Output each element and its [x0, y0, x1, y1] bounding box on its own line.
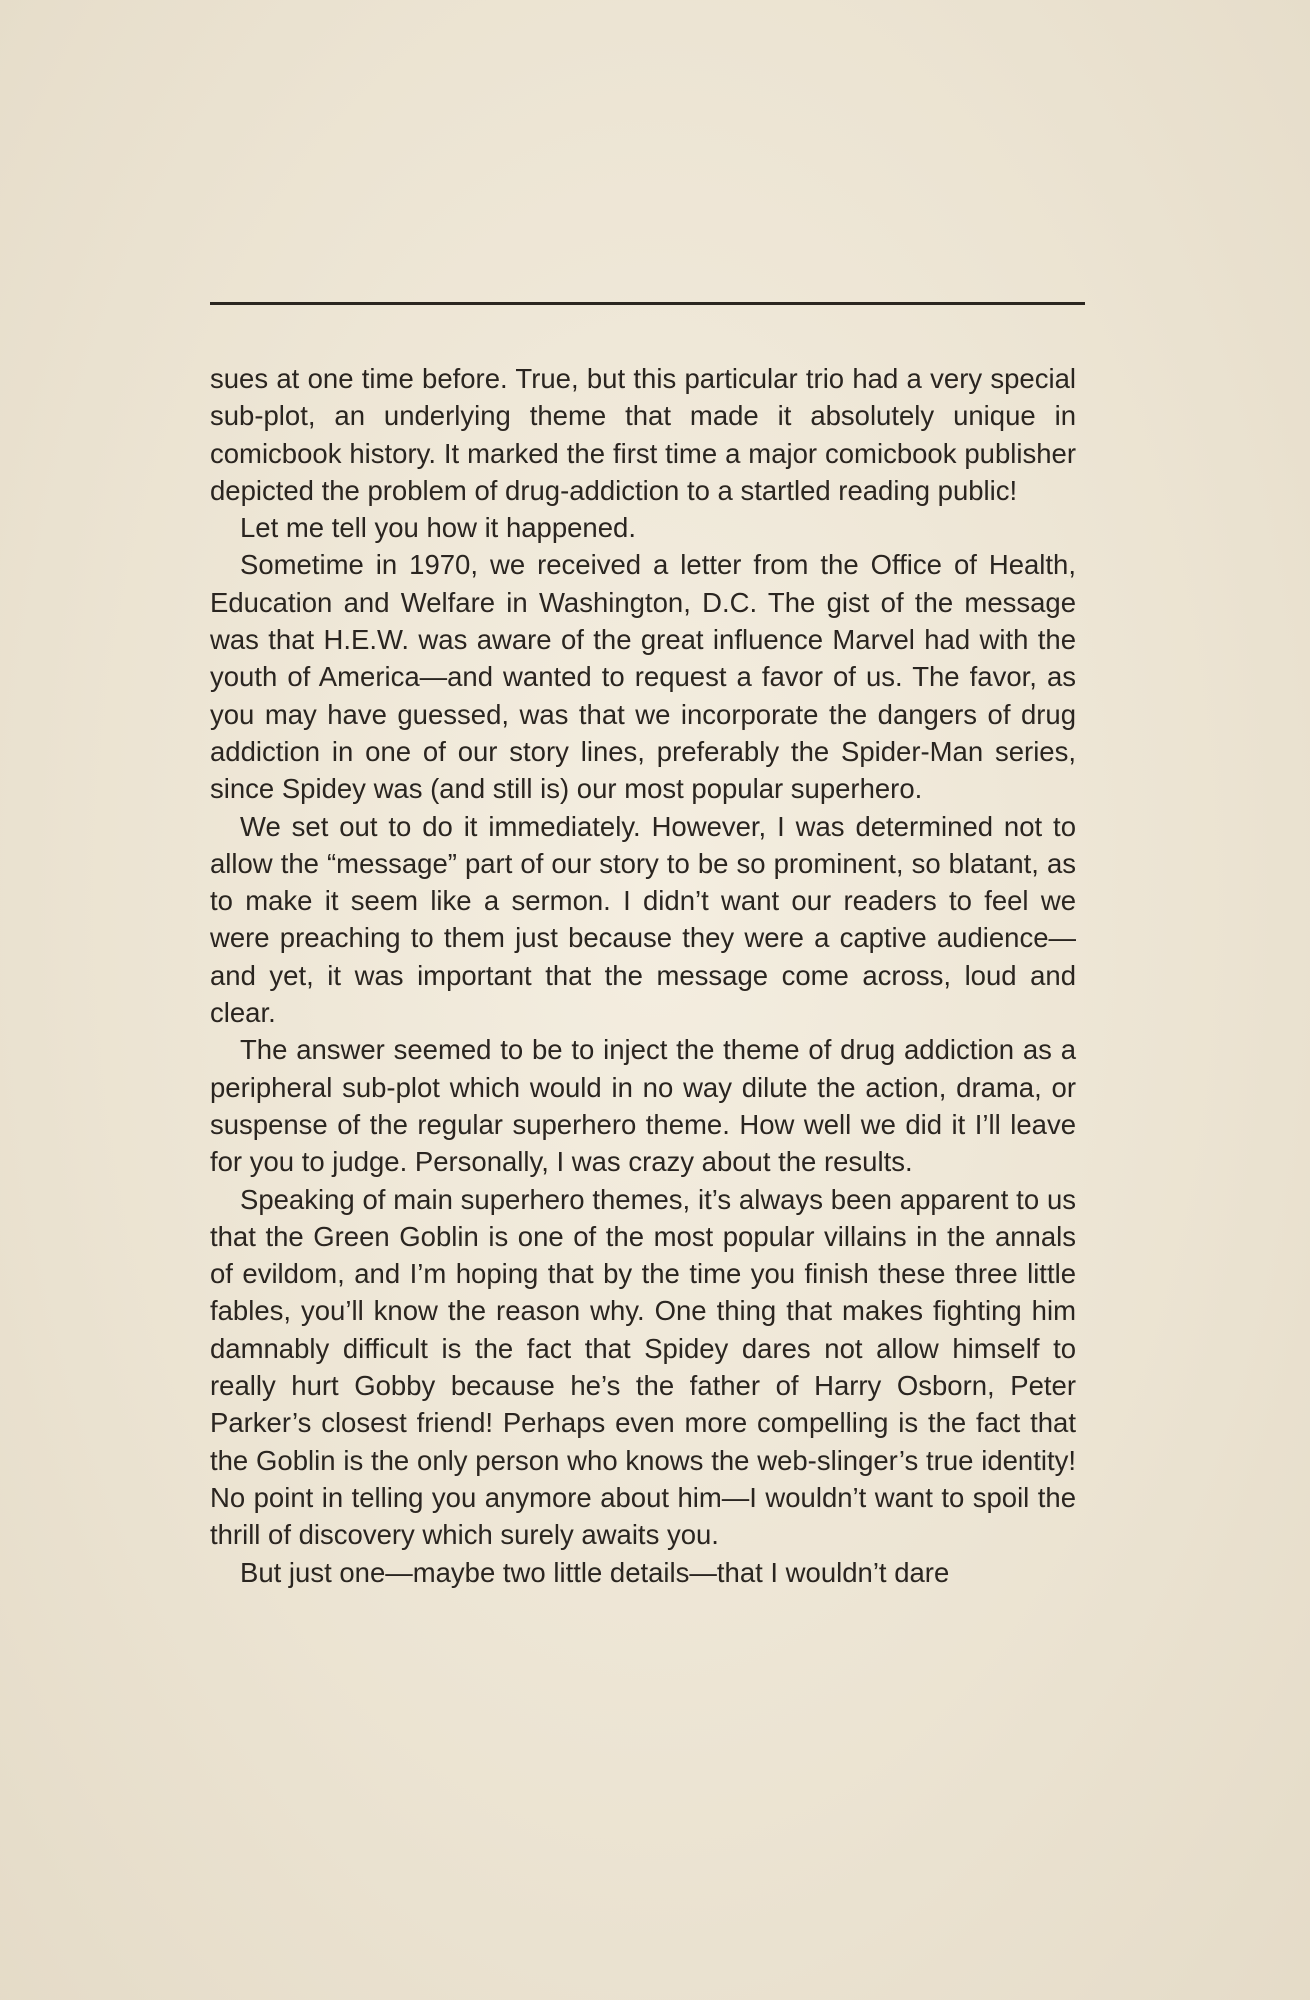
paragraph: Sometime in 1970, we received a letter from the Office of Health, Education and Welfare in Washington, D.C. The gist of the message was that H.E.W. was aware of the great influence Marvel had with the youth of America—and wanted to request a favor of us. The favor, as you may have guessed, was that we incorporate the dangers of drug addiction in one of our story lines, preferably the Spider-Man series, since Spidey was (and still is) our most popular superhero. [210, 549, 1076, 805]
body-text [210, 360, 1076, 1591]
paragraph: sues at one time before. True, but this particular trio had a very special sub-plot, an underlying theme that made it absolutely unique in comicbook history. It marked the first time a major comicbook publisher depicted the problem of drug-addiction to a startled reading public! [210, 363, 1076, 506]
paragraph: Let me tell you how it happened. [240, 512, 636, 544]
paragraph: Speaking of main superhero themes, it’s always been apparent to us that the Green Goblin is one of the most popular villains in the annals of evildom, and I’m hoping that by the time you finish these three little fables, you’ll know the reason why. One thing that makes fighting him damnably difficult is the fact that Spidey dares not allow himself to really hurt Gobby because he’s the father of Harry Osborn, Peter Parker’s closest friend! Perhaps even more compelling is the fact that the Goblin is the only person who knows the web-slinger’s true identity! No point in telling you anymore about him—I wouldn’t want to spoil the thrill of discovery which surely awaits you. [210, 1183, 1076, 1551]
paragraph: But just one—maybe two little details—that I wouldn’t dare [240, 1556, 950, 1588]
paragraph: The answer seemed to be to inject the theme of drug addiction as a peripheral sub-plot which would in no way dilute the action, drama, or suspense of the regular superhero theme. How well we did it I’ll leave for you to judge. Personally, I was crazy about the results. [210, 1034, 1076, 1178]
paragraph: We set out to do it immediately. However, I was determined not to allow the “message” part of our story to be so prominent, so blatant, as to make it seem like a sermon. I didn’t want our readers to feel we were preaching to them just because they were a captive audience—and yet, it was important that the message come across, loud and clear. [210, 810, 1076, 1029]
header-rule [210, 302, 1085, 305]
